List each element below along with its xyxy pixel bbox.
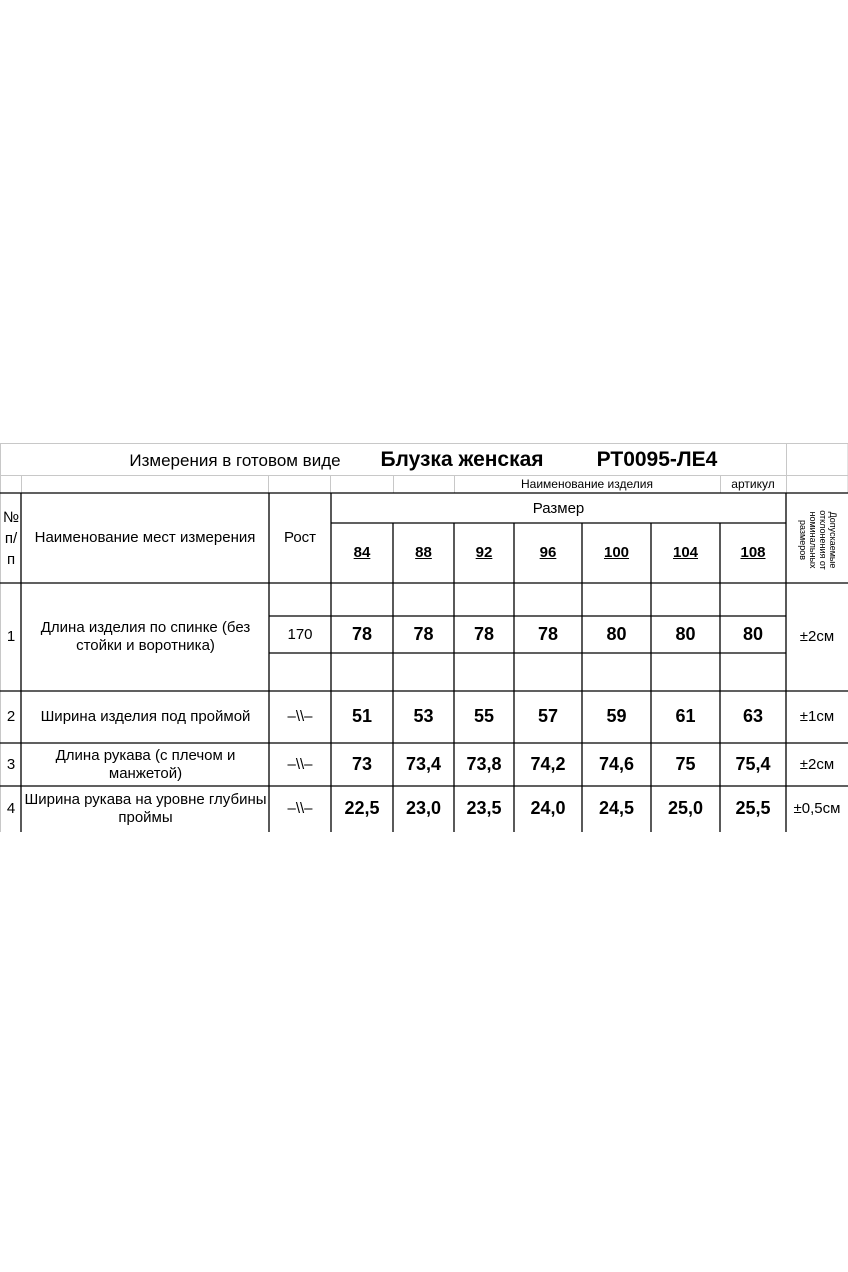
row-2-name: Ширина изделия под проймой	[40, 708, 251, 725]
row-4-name: Ширина рукава на уровне глубины проймы	[24, 791, 267, 826]
measure-title: Измерения в готовом виде	[129, 450, 341, 470]
product-name: Блузка женская	[380, 448, 544, 472]
tolerance-header-label: Допускаемые отклонения от номинальных размеров	[798, 510, 838, 570]
row-2-value-92: 55	[473, 706, 495, 727]
row-1-value-96: 78	[537, 623, 559, 644]
row-3-value-100: 74,6	[598, 753, 635, 774]
row-4-number: 4	[6, 800, 16, 817]
row-3-name: Длина рукава (с плечом и манжетой)	[55, 746, 236, 782]
row-1-value-104: 80	[675, 623, 696, 644]
row-4-value-108: 25,5	[735, 798, 771, 819]
size-header-88: 88	[415, 544, 432, 561]
row-4-value-84: 22,5	[344, 798, 380, 819]
row-1-value-84: 78	[351, 623, 373, 644]
row-2-value-96: 57	[537, 706, 559, 727]
row-3-value-84: 73	[351, 753, 373, 774]
row-4-value-88: 23,0	[405, 798, 442, 819]
row-1-value-100: 80	[606, 623, 627, 644]
size-header-84: 84	[353, 544, 371, 561]
row-2-tolerance: ±1см	[799, 708, 835, 725]
row-4-height: –\\–	[287, 800, 313, 817]
row-4-value-92: 23,5	[466, 798, 502, 819]
row-2-height: –\\–	[287, 708, 313, 725]
size-group-header: Размер	[532, 499, 585, 517]
row-4-value-100: 24,5	[598, 798, 635, 819]
size-header-100: 100	[603, 544, 630, 561]
product-name-caption: Наименование изделия	[521, 476, 653, 491]
row-1-value-108: 80	[742, 623, 764, 644]
row-2-value-104: 61	[675, 706, 696, 727]
size-header-104: 104	[672, 544, 699, 561]
row-4-value-104: 25,0	[667, 798, 704, 819]
row-1-number: 1	[6, 628, 16, 645]
row-2-value-88: 53	[413, 706, 434, 727]
column-number-header: № п/ п	[2, 508, 20, 568]
row-3-value-92: 73,8	[466, 753, 502, 774]
column-height-header: Рост	[283, 529, 317, 546]
row-1-height: 170	[287, 625, 313, 643]
row-3-tolerance: ±2см	[799, 755, 835, 773]
row-3-value-96: 74,2	[530, 753, 566, 774]
size-header-92: 92	[475, 544, 493, 561]
size-header-108: 108	[740, 544, 766, 561]
row-1-value-88: 78	[413, 623, 434, 644]
size-header-96: 96	[539, 544, 557, 561]
row-1-tolerance: ±2см	[799, 628, 835, 645]
row-1-name: Длина изделия по спинке (без стойки и воротника)	[40, 619, 251, 654]
row-2-value-84: 51	[351, 706, 373, 727]
column-measure-place-header: Наименование мест измерения	[34, 529, 256, 546]
row-4-value-96: 24,0	[530, 798, 566, 819]
tolerance-header	[788, 497, 848, 583]
row-3-value-88: 73,4	[405, 753, 442, 774]
row-4-tolerance: ±0,5см	[793, 800, 841, 817]
article-caption: артикул	[731, 476, 775, 491]
row-2-value-108: 63	[742, 706, 764, 727]
row-1-value-92: 78	[473, 623, 495, 644]
row-3-height: –\\–	[287, 755, 313, 773]
row-3-value-108: 75,4	[735, 753, 771, 774]
article-number: РТ0095-ЛЕ4	[596, 448, 718, 472]
row-2-number: 2	[6, 708, 16, 725]
row-2-value-100: 59	[606, 706, 627, 727]
row-3-value-104: 75	[675, 753, 696, 774]
row-3-number: 3	[6, 755, 16, 773]
